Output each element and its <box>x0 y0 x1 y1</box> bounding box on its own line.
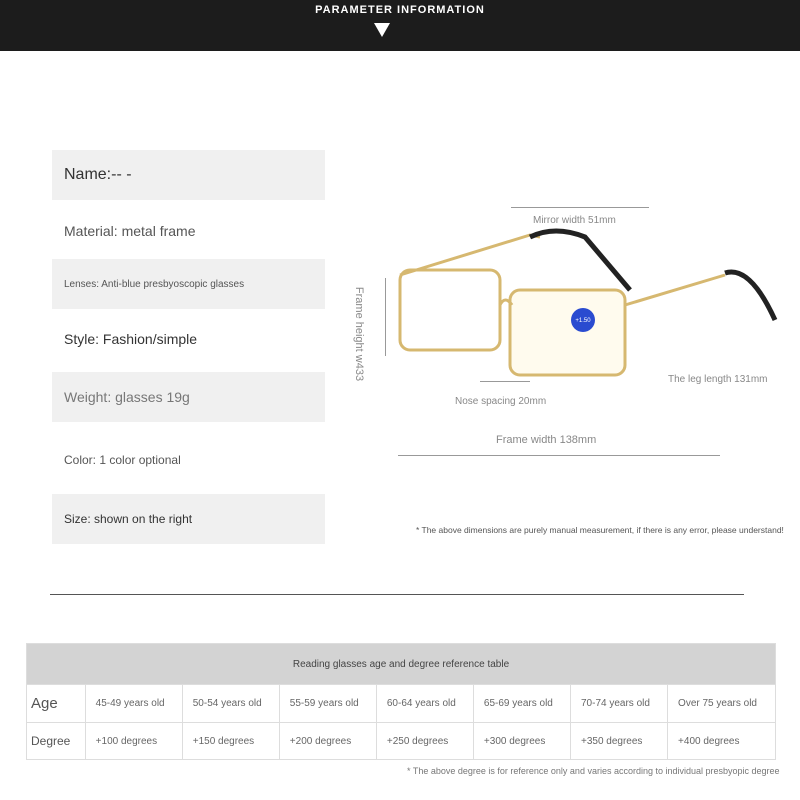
param-size: Size: shown on the right <box>52 494 325 544</box>
table-note: * The above degree is for reference only and varies according to individual presbyopic degree <box>407 766 780 776</box>
param-color: Color: 1 color optional <box>64 453 181 467</box>
age-cell: Over 75 years old <box>668 685 776 723</box>
age-cell: 50-54 years old <box>182 685 279 723</box>
param-weight: Weight: glasses 19g <box>52 372 325 422</box>
glasses-image <box>380 225 780 385</box>
degree-cell: +150 degrees <box>182 723 279 760</box>
age-row <box>27 685 776 723</box>
nose-spacing-label: Nose spacing 20mm <box>455 396 547 407</box>
divider <box>50 594 744 595</box>
frame-height-label: Frame height w433 <box>353 286 366 382</box>
param-lenses: Lenses: Anti-blue presbyoscopic glasses <box>52 259 325 309</box>
param-material: Material: metal frame <box>64 223 196 239</box>
degree-cell: +250 degrees <box>376 723 473 760</box>
degree-label: Degree <box>27 723 86 760</box>
degree-cell: +350 degrees <box>570 723 667 760</box>
age-cell: 60-64 years old <box>376 685 473 723</box>
header-title: PARAMETER INFORMATION <box>315 4 485 16</box>
frame-width-label: Frame width 138mm <box>496 434 597 446</box>
age-label: Age <box>27 685 86 723</box>
frame-height-line <box>385 278 386 356</box>
age-cell: 65-69 years old <box>473 685 570 723</box>
mirror-width-line <box>511 207 649 208</box>
mirror-width-label: Mirror width 51mm <box>533 215 616 226</box>
lens-badge: +1.50 <box>575 318 591 324</box>
param-style: Style: Fashion/simple <box>64 331 198 347</box>
nose-spacing-line <box>480 381 530 382</box>
age-cell: 55-59 years old <box>279 685 376 723</box>
degree-cell: +400 degrees <box>668 723 776 760</box>
table-caption: Reading glasses age and degree reference table <box>27 644 776 685</box>
degree-cell: +100 degrees <box>85 723 182 760</box>
leg-length-label: The leg length 131mm <box>668 374 768 385</box>
degree-row <box>27 723 776 760</box>
degree-reference-table <box>26 643 776 760</box>
down-arrow-icon <box>374 23 390 37</box>
age-cell: 70-74 years old <box>570 685 667 723</box>
degree-cell: +200 degrees <box>279 723 376 760</box>
param-name: Name:-- - <box>52 150 325 200</box>
measure-note: * The above dimensions are purely manual measurement, if there is any error, please understand! <box>416 525 784 535</box>
age-cell: 45-49 years old <box>85 685 182 723</box>
degree-cell: +300 degrees <box>473 723 570 760</box>
frame-width-line <box>398 455 720 456</box>
header-banner <box>0 0 800 51</box>
